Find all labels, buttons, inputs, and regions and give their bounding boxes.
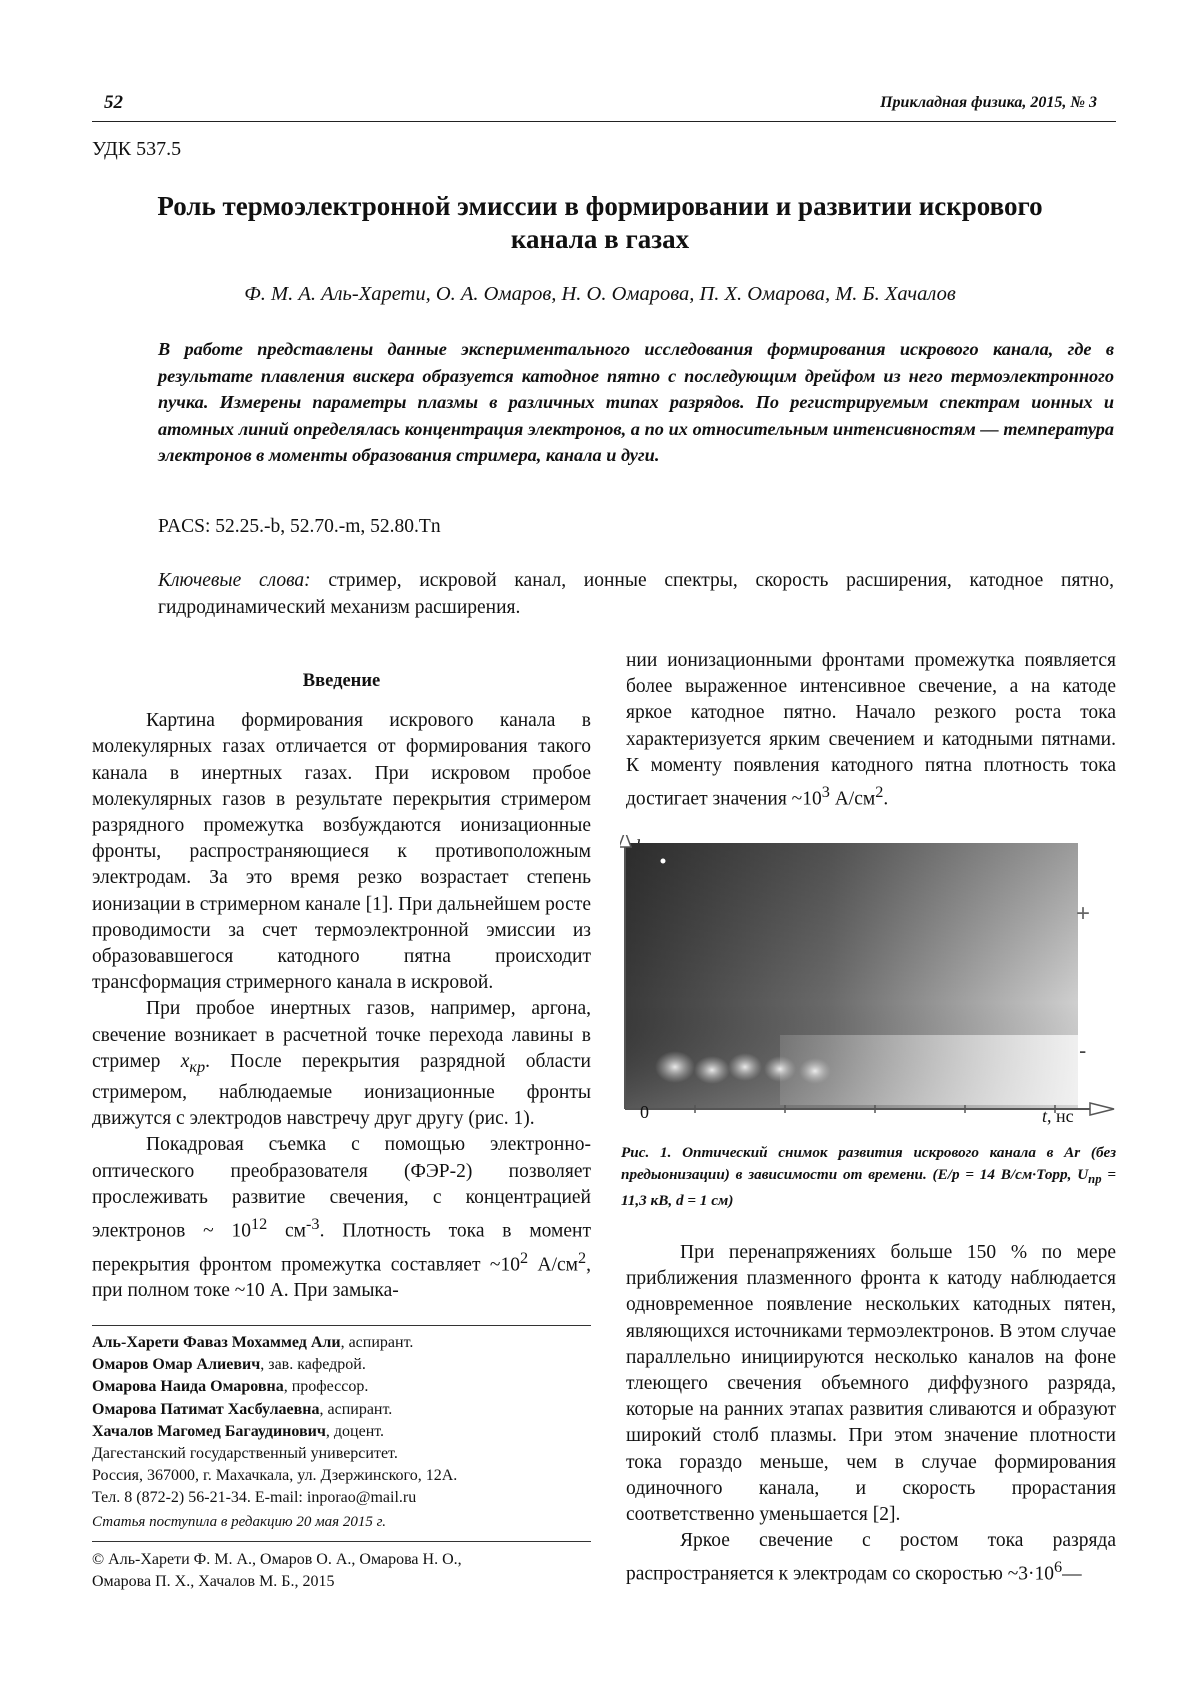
right-column-bottom — [626, 1240, 1116, 1588]
superscript: 2 — [519, 1248, 529, 1267]
keywords — [158, 568, 1114, 621]
keywords-text: стример, искровой канал, ионные спектры, скорость расширения, катодное пятно, гидродинамический механизм расширения. — [158, 570, 1114, 618]
author-name: Хачалов Магомед Багаудинович — [92, 1422, 326, 1440]
cathode-spot — [764, 1056, 796, 1082]
author-footnote — [92, 1332, 591, 1510]
header-rule — [92, 121, 1116, 122]
pacs-codes: PACS: 52.25.-b, 52.70.-m, 52.80.Tn — [158, 516, 441, 537]
author-role: , доцент. — [325, 1422, 385, 1440]
superscript: 2 — [875, 783, 884, 802]
author-name: Аль-Харети Фаваз Мохаммед Али — [92, 1334, 341, 1351]
author-name: Омарова Патимат Хасбулаевна — [92, 1400, 320, 1418]
copyright-notice — [92, 1549, 591, 1593]
author-name: Омаров Омар Алиевич — [92, 1356, 261, 1374]
footnote-author — [92, 1376, 591, 1398]
copyright-line-1: © Аль-Харети Ф. М. А., Омаров О. А., Омарова Н. О., — [92, 1551, 462, 1568]
section-heading-intro: Введение — [302, 671, 381, 691]
text-run: . Плотность тока в момент перекрытия фронтом промежутка составляет ~10 — [92, 1220, 591, 1276]
axis-var: t — [1042, 1106, 1048, 1126]
body-paragraph-overvoltage: При перенапряжениях больше 150 % по мере приближения плазменного фронта к катоду наблюдается одновременное появление нескольких катодных пятен, являющихся источниками термоэлектронов. В этом случае параллельно инициируются несколько каналов на фоне тлеющего свечения объемного диффузного разряда, которые на ранних этапах развития сливаются и образуют широкий столб плазмы. При этом значение плотности тока гораздо меньше, чем в случае формирования одиночного канала, и скорость прорастания соответственно уменьшается [2]. — [626, 1242, 1116, 1526]
page-number: 52 — [104, 92, 123, 113]
math-sub: кр — [189, 1057, 206, 1076]
right-column-top — [626, 648, 1116, 813]
journal-running-head: Прикладная физика, 2015, № 3 — [880, 94, 1097, 111]
text-run: см — [267, 1220, 307, 1242]
footnote-author — [92, 1421, 591, 1443]
text-run: Рис. 1. Оптический снимок развития искрового канала в Ar (без предыонизации) в зависимости от времени. (E/p = 14 В/см·Торр, U — [621, 1144, 1116, 1183]
y-axis-arrow — [620, 835, 631, 847]
intro-paragraph-3 — [92, 1132, 591, 1304]
author-list: Ф. М. А. Аль-Харети, О. А. Омаров, Н. О. Омарова, П. Х. Омарова, М. Б. Хачалов — [244, 283, 956, 305]
superscript: 6 — [1054, 1558, 1063, 1577]
superscript: 2 — [578, 1248, 587, 1267]
cathode-spot — [728, 1053, 762, 1081]
author-role: , профессор. — [283, 1378, 369, 1396]
keywords-label: Ключевые слова: — [158, 570, 311, 591]
author-role: , зав. кафедрой. — [260, 1356, 366, 1374]
footnote-author — [92, 1332, 591, 1354]
text-run: нии ионизационными фронтами промежутка появляется более выраженное интенсивное свечение, а на катоде яркое катодное пятно. Начало резкого роста тока характеризуется ярким свечением и катодными пятнами. К моменту появления катодного пятна плотность тока достигает значения ~10 — [626, 650, 1116, 810]
received-date: Статья поступила в редакцию 20 мая 2015 г. — [92, 1514, 387, 1530]
figure-origin-label: 0 — [640, 1102, 649, 1122]
copyright-rule — [92, 1541, 591, 1542]
footnote-rule — [92, 1325, 591, 1326]
footnote-author — [92, 1354, 591, 1376]
intro-paragraph-2 — [92, 996, 591, 1132]
text-run: = 11,3 кВ, d = 1 см) — [621, 1166, 1117, 1210]
figure-caption — [621, 1142, 1116, 1212]
superscript: 3 — [821, 783, 830, 802]
cathode-spot — [694, 1056, 730, 1084]
superscript: -3 — [306, 1214, 320, 1233]
text-run: , при полном токе ~10 А. При замыка- — [92, 1254, 591, 1302]
cathode-spot — [655, 1051, 695, 1083]
cathode-spot — [799, 1058, 831, 1084]
axis-unit: , нс — [1047, 1106, 1074, 1126]
affiliation: Дагестанский государственный университет. — [92, 1445, 398, 1463]
intro-paragraph-1: Картина формирования искрового канала в молекулярных газах отличается от формирования такого канала в инертных газах. При искровом пробое молекулярных газов в результате перекрытия стримером разрядного промежутка возбуждаются ионизационные фронты, распространяющиеся к противоположным электродам. За это время резко возрастает степень ионизации в стримерном канале [1]. При дальнейшем росте проводимости за счет термоэлектронной эмиссии из образовавшегося катодного пятна происходит трансформация стримерного канала в искровой. — [92, 710, 591, 994]
figure-x-axis-label — [1042, 1106, 1074, 1127]
x-axis-arrow — [1090, 1103, 1114, 1115]
subscript: пр — [1088, 1172, 1102, 1187]
author-role: , аспирант. — [319, 1400, 393, 1418]
text-run: . После перекрытия разрядной области стримером, наблюдаемые ионизационные фронты движутся с электродов навстречу друг другу (рис. 1). — [92, 1050, 591, 1130]
text-run: А/см — [528, 1254, 578, 1276]
figure-streak-photo — [620, 835, 1118, 1135]
footnote-author — [92, 1399, 591, 1421]
address: Россия, 367000, г. Махачкала, ул. Дзержинского, 12А. — [92, 1467, 458, 1485]
udk-code: УДК 537.5 — [92, 138, 182, 160]
anode-plus-sign: + — [1076, 900, 1091, 927]
text-run: При пробое инертных газов, например, аргона, свечение возникает в расчетной точке перехода лавины в стример — [92, 998, 591, 1072]
author-role: , аспирант. — [340, 1334, 414, 1351]
continued-paragraph — [626, 648, 1116, 813]
text-run: А/см — [829, 788, 876, 810]
math-var: x — [180, 1050, 190, 1072]
left-column — [92, 668, 591, 1305]
text-run: Покадровая съемка с помощью электронно-оптического преобразователя (ФЭР-2) позволяет прослеживать развитие свечения, с концентрацией электронов ~ 10 — [92, 1134, 591, 1242]
text-run: — — [1062, 1563, 1082, 1585]
cathode-minus-sign: - — [1079, 1038, 1087, 1063]
text-run: Яркое свечение с ростом тока разряда распространяется к электродам со скоростью ~3·10 — [626, 1530, 1116, 1585]
body-paragraph-glow — [626, 1528, 1116, 1588]
superscript: 12 — [250, 1214, 268, 1233]
abstract: В работе представлены данные экспериментального исследования формирования искрового канала, где в результате плавления вискера образуется катодное пятно с последующим дрейфом из него термоэлектронного пучка. Измерены параметры плазмы в различных типах разрядов. По регистрируемым спектрам ионных и атомных линий определялась концентрация электронов, а по их относительным интенсивностям — температура электронов в моменты образования стримера, канала и дуги. — [158, 339, 1114, 466]
article-title: Роль термоэлектронной эмиссии в формировании и развитии искрового канала в газах — [157, 191, 1043, 254]
bright-dot — [661, 859, 666, 864]
author-name: Омарова Наида Омаровна — [92, 1378, 284, 1396]
contact-info: Тел. 8 (872-2) 56-21-34. E-mail: inporao@mail.ru — [92, 1489, 417, 1507]
copyright-line-2: Омарова П. Х., Хачалов М. Б., 2015 — [92, 1573, 335, 1590]
text-run: . — [883, 788, 889, 810]
